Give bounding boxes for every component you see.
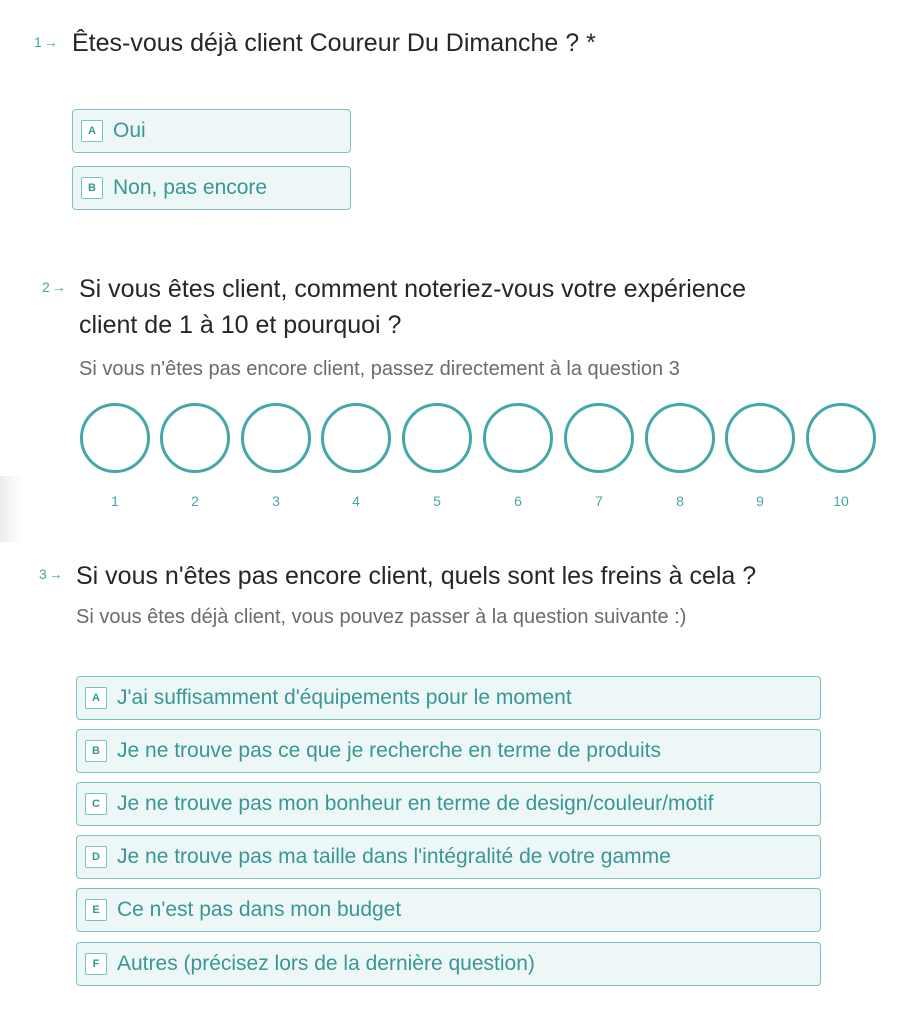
rating-option-8[interactable] [645,403,715,473]
choice-label: Je ne trouve pas ma taille dans l'intégralité de votre gamme [117,845,671,868]
choice-key: E [85,899,107,921]
question-2-number: 2 → [42,279,66,295]
choice-key: B [85,740,107,762]
question-2-title-line-2: client de 1 à 10 et pourquoi ? [79,311,402,339]
rating-label: 10 [833,493,849,509]
choice-pas-design[interactable] [76,782,821,826]
rating-label: 4 [352,493,360,509]
rating-option-4[interactable] [321,403,391,473]
arrow-right-icon: → [43,34,58,50]
choice-key: A [81,120,103,142]
question-1-title: Êtes-vous déjà client Coureur Du Dimanche ? * [72,29,596,57]
choice-label: Non, pas encore [113,176,268,199]
choice-non-pas-encore[interactable] [72,166,351,210]
rating-label: 6 [514,493,522,509]
choice-label: Autres (précisez lors de la dernière question) [117,952,535,975]
choice-label: Ce n'est pas dans mon budget [117,898,402,921]
choice-pas-produits[interactable] [76,729,821,773]
rating-option-10[interactable] [806,403,876,473]
question-2-title-line-1: Si vous êtes client, comment noteriez-vous votre expérience [79,275,746,303]
choice-oui[interactable] [72,109,351,153]
question-3-number: 3 → [39,566,63,582]
edge-shadow [0,476,22,542]
rating-option-2[interactable] [160,403,230,473]
choice-key: A [85,687,107,709]
choice-pas-taille[interactable] [76,835,821,879]
question-3-title: Si vous n'êtes pas encore client, quels sont les freins à cela ? [76,562,757,590]
choice-key: C [85,793,107,815]
question-1-number: 1 → [34,34,58,50]
question-2-description: Si vous n'êtes pas encore client, passez directement à la question 3 [79,358,680,380]
question-3-description: Si vous êtes déjà client, vous pouvez passer à la question suivante :) [76,606,687,628]
arrow-right-icon: → [48,566,63,582]
rating-label: 8 [676,493,684,509]
choice-key: F [85,953,107,975]
rating-option-3[interactable] [241,403,311,473]
arrow-right-icon: → [51,279,66,295]
choice-key: B [81,177,103,199]
choice-budget[interactable] [76,888,821,932]
rating-label: 9 [756,493,764,509]
rating-option-1[interactable] [80,403,150,473]
rating-label: 5 [433,493,441,509]
choice-autres[interactable] [76,942,821,986]
rating-option-6[interactable] [483,403,553,473]
rating-label: 1 [111,493,119,509]
rating-option-5[interactable] [402,403,472,473]
choice-label: J'ai suffisamment d'équipements pour le moment [117,686,572,709]
rating-label: 3 [272,493,280,509]
choice-label: Je ne trouve pas ce que je recherche en terme de produits [117,739,661,762]
choice-key: D [85,846,107,868]
rating-label: 2 [191,493,199,509]
rating-label: 7 [595,493,603,509]
choice-label: Je ne trouve pas mon bonheur en terme de design/couleur/motif [117,792,714,815]
rating-option-7[interactable] [564,403,634,473]
choice-suffisamment-equipements[interactable] [76,676,821,720]
choice-label: Oui [113,119,146,142]
rating-option-9[interactable] [725,403,795,473]
